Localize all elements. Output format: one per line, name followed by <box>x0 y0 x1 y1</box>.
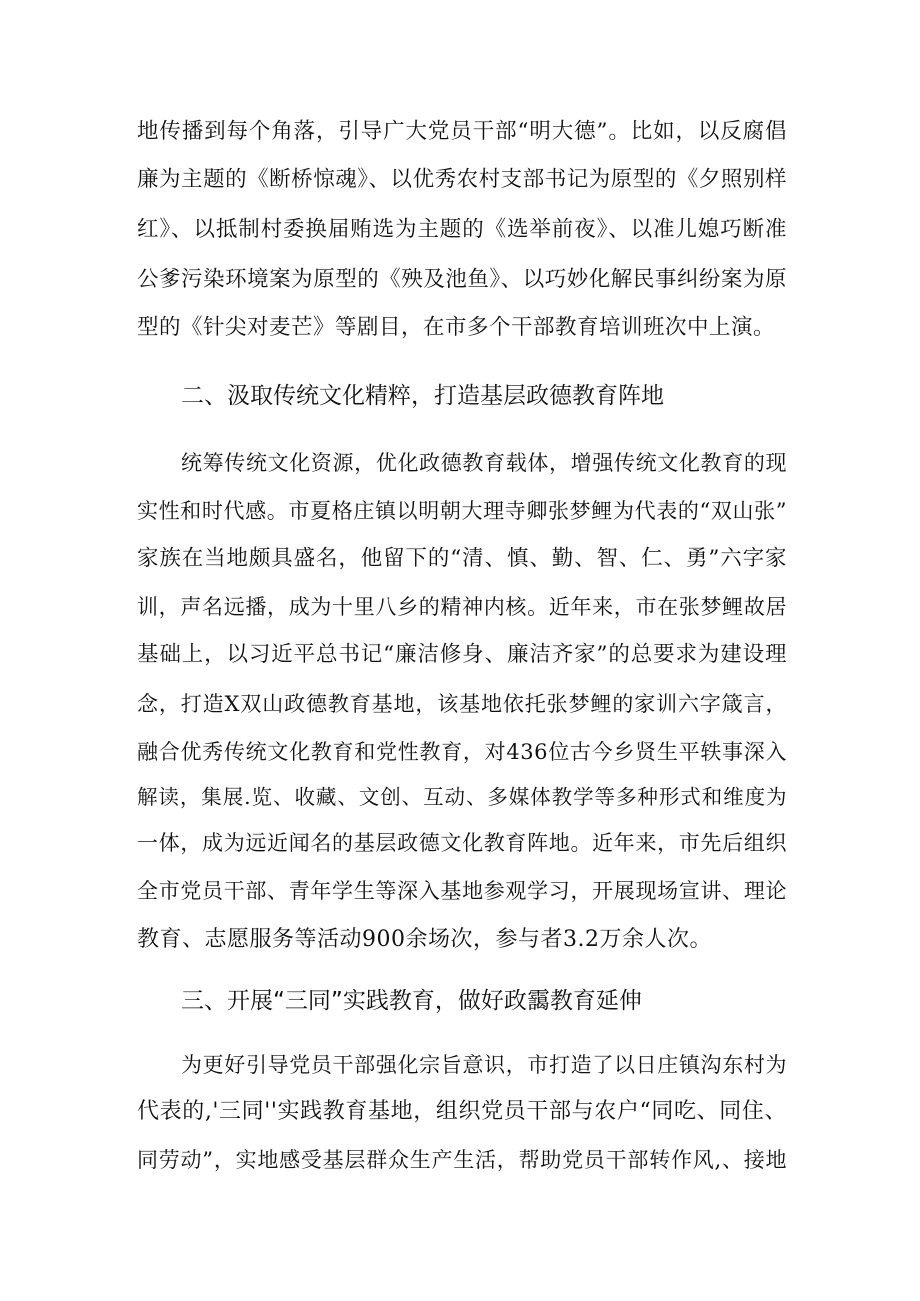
paragraph-line: 同劳动”，实地感受基层群众生产生活，帮助党员干部转作风,、接地 <box>137 1148 787 1172</box>
section-heading: 二、汲取传统文化精粹，打造基层政德教育阵地 <box>181 383 664 409</box>
paragraph-line: 家族在当地颇具盛名，他留下的“清、慎、勤、智、仁、勇”六字家 <box>137 546 787 571</box>
paragraph-line: 为更好引导党员干部强化宗旨意识，市打造了以日庄镇沟东村为 <box>181 1053 787 1077</box>
paragraph-line: 解读，集展.览、收藏、文创、互动、多媒体教学等多种形式和维度为 <box>137 785 787 809</box>
paragraph-line: 代表的,'三同''实践教育基地，组织党员干部与农户“同吃、同住、 <box>137 1099 787 1124</box>
paragraph-line: 训，声名远播，成为十里八乡的精神内核。近年来，市在张梦鲤故居 <box>137 595 787 619</box>
paragraph-line: 一体，成为远近闻名的基层政德文化教育阵地。近年来，市先后组织 <box>137 831 787 855</box>
paragraph-line: 教育、志愿服务等活动900余场次，参与者3.2万余人次。 <box>137 927 712 952</box>
paragraph-line: 公爹污染环境案为原型的《殃及池鱼》、以巧妙化解民事纠纷案为原 <box>137 267 787 292</box>
paragraph-line: 念，打造X双山政德教育基地，该基地依托张梦鲤的家训六字箴言， <box>137 692 787 716</box>
paragraph-line: 融合优秀传统文化教育和党性教育，对436位古今乡贤生平轶事深入 <box>137 740 787 764</box>
paragraph-line: 型的《针尖对麦芒》等剧目，在市多个干部教育培训班次中上演。 <box>137 315 776 340</box>
paragraph-line: 地传播到每个角落，引导广大党员干部“明大德”。比如，以反腐倡 <box>137 119 787 144</box>
paragraph-line: 全市党员干部、青年学生等深入基地参观学习，开展现场宣讲、理论 <box>137 879 787 903</box>
paragraph-line: 基础上，以习近平总书记“廉洁修身、廉洁齐家”的总要求为建设理 <box>137 642 787 667</box>
paragraph-line: 实性和时代感。市夏格庄镇以明朝大理寺卿张梦鲤为代表的“双山张” <box>137 499 787 523</box>
paragraph-line: 红》、以抵制村委换届贿选为主题的《选举前夜》、以准儿媳巧断准 <box>137 217 787 242</box>
paragraph-line: 廉为主题的《断桥惊魂》、以优秀农村支部书记为原型的《夕照别样 <box>137 167 787 192</box>
section-heading: 三、开展“三同”实践教育，做好政靄教育延伸 <box>181 988 642 1014</box>
paragraph-line: 统筹传统文化资源，优化政德教育载体，增强传统文化教育的现 <box>181 451 787 475</box>
